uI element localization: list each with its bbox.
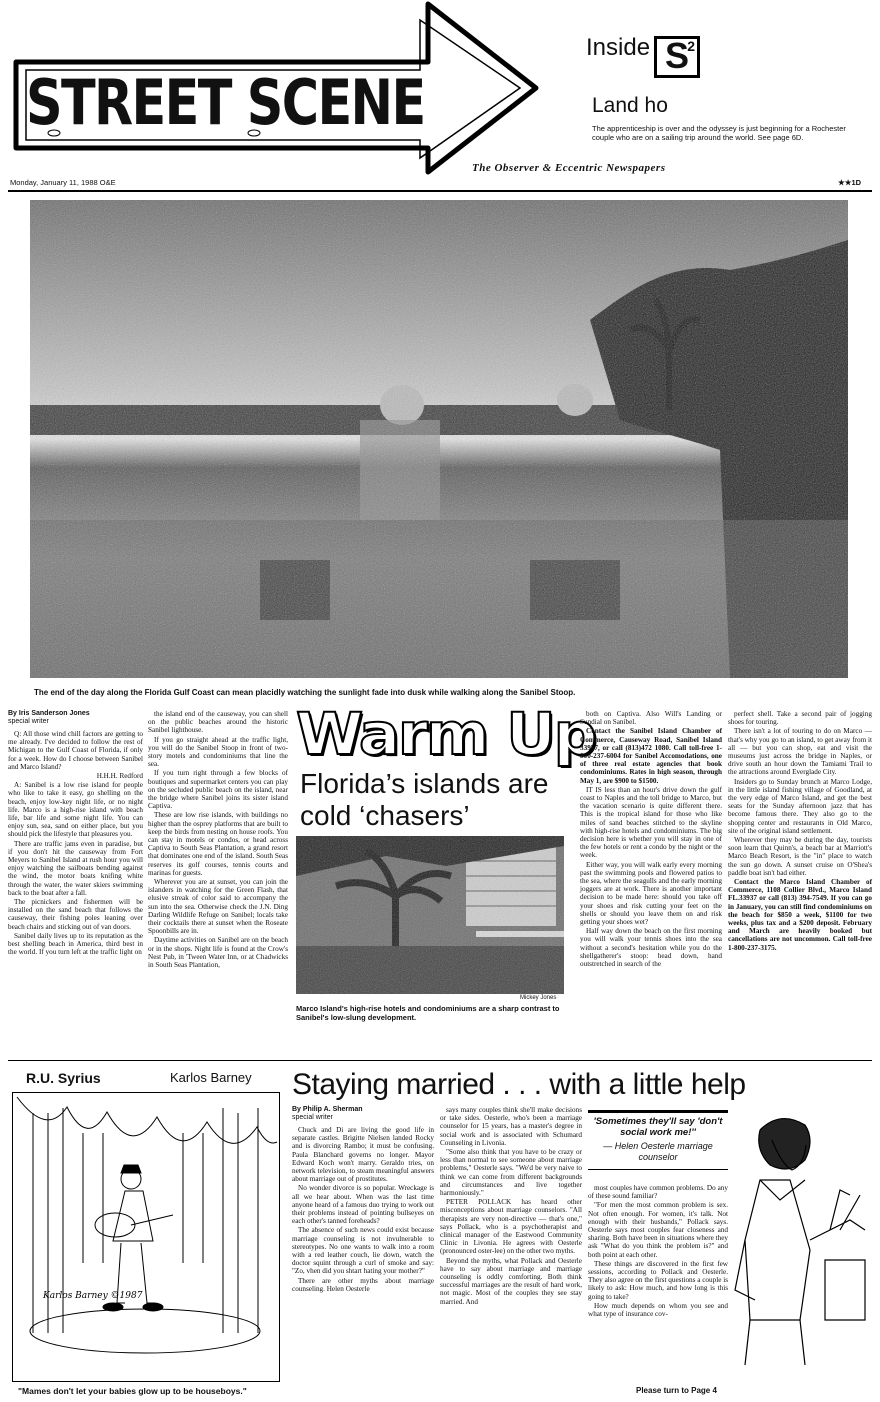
- paragraph: Wherever they may be during the day, tourists soon learn that Quinn's, a beach bar at Marriott's Marco Beach Resort, is the "in" place to watch the sun go down. A sunset cruise on O'Shea's paddle boat isn't bad either.: [728, 836, 872, 877]
- counselor-drawing: [730, 1110, 872, 1372]
- section-badge-number: 2: [687, 38, 695, 54]
- article-column-1: [292, 1106, 434, 1294]
- section-badge: [654, 36, 700, 78]
- comic-title: R.U. Syrius: [26, 1070, 101, 1086]
- comic-panel: [12, 1092, 280, 1382]
- paragraph: Half way down the beach on the first morning you will walk your tennis shoes into the sea without a second's hesitation while you do the shellgatherer's stoop: head down, hand outstretched in search of the: [580, 927, 722, 969]
- comic-author: Karlos Barney: [170, 1070, 252, 1085]
- paragraph: Insiders go to Sunday brunch at Marco Lodge, in the little island fishing village of Goodland, at the very edge of Marco Island, and get the best seats for the Sunday afternoon jazz that has become famous there. They also go to the shopping center and restaurants in Old Marco, site of the original island settlement.: [728, 777, 872, 835]
- paragraph: Either way, you will walk early every morning past the swimming pools and flowered patios to the sea, where the seagulls and the early morning joggers are at work. There is another important decision to be made here: should you take off your shoes and risk cutting your feet on the shells or should you leave them on and risk getting your shoes wet?: [580, 860, 722, 927]
- teaser-text: The apprenticeship is over and the odyssey is just beginning for a Rochester couple who are on a sailing trip around the world. See page 6D.: [592, 124, 846, 142]
- paragraph: PETER POLLACK has heard other misconceptions about marriage counselors. "All therapists are very non-directive — that's one," says Pollack, who is a psychotherapist and clinical manager of the Eastwood Community Clinic in Livonia. He agrees with Oesterle (pronounced oster-lee) on the other two myths.: [440, 1198, 582, 1256]
- letter-signature: H.H.H. Redford: [96, 772, 143, 781]
- paragraph: the island end of the causeway, you can shell on the public beaches around the historic Sanibel lighthouse.: [148, 710, 288, 735]
- paragraph: Contact the Sanibel Island Chamber of Commerce, Causeway Road, Sanibel Island 33957, or call (813)472 1080. Call toll-free 1-800-237-6004 for Sanibel Accomodations, one of three real estate agencies that book condominiums. Rates in high season, through May 1, are $900 to $1500.: [580, 727, 722, 785]
- photo-caption: The end of the day along the Florida Gulf Coast can mean placidly watching the sunlight fade into dusk while walking along the Sanibel Stoop.: [34, 688, 576, 697]
- paragraph: IT IS less than an hour's drive down the gulf coast to Naples and the toll bridge to Marco, but the vacation scenario is quite different there. This is the tropical island for those who like miles of sand beaches stitched to the skyline with high-rise hotels and condominiums. The big decision here is whether you will stay in one of the few hotels or rent a condo by the night or the week.: [580, 785, 722, 860]
- counselor-illustration: [730, 1110, 872, 1372]
- paragraph: How much depends on whom you see and what type of insurance cov-: [588, 1301, 728, 1319]
- article-column-3: [588, 1184, 728, 1319]
- article-headline: Warm Up: [296, 700, 596, 768]
- paragraph: says many couples think she'll make decisions or take sides. Oesterle, who's been a marriage counselor for 15 years, has a master's degree in social work and is associated with Schumard Counseling in Livonia.: [440, 1106, 582, 1147]
- byline-role: special writer: [292, 1114, 333, 1121]
- paragraph: Wherever you are at sunset, you can join the islanders in watching for the Green Flash, that elusive streak of color said to accompany the sun into the sea. Otherwise check the J.N. Ding Darling Wildlife Refuge on Sanibel; locals take their cocktails there at sunset when the Roseate Spoonbills are in.: [148, 878, 288, 936]
- article-deck: Florida’s islands are cold ‘chasers’: [300, 768, 549, 831]
- paragraph: Chuck and Di are living the good life in separate castles. Brigitte Nielsen landed Rocky and is divorcing Rambo; it must be confusing. Paula Blanchard governs no longer. Mayor Edward Koch won't marry. Geraldo tries, on network television, to steam meaningful answers about marriage out of prostitutes.: [292, 1126, 434, 1184]
- byline: By Philip A. Sherman: [292, 1106, 363, 1113]
- paragraph: The absence of such news could exist because marriage counseling is not invulnerable to stereotypes. No one wants to walk into a room with a red leather couch, lie down, watch the doctor squint through a curl of smoke and say: "Zo, vhen did you shtart hating your mother?": [292, 1226, 434, 1276]
- pull-quote: [588, 1110, 728, 1170]
- paragraph: most couples have common problems. Do any of these sound familiar?: [588, 1184, 728, 1201]
- paragraph: No wonder divorce is so popular. Wreckage is all we hear about. When was the last time anyone heard of a famous duo trying to work out their problems instead of pointing bullseyes on each other's tanned foreheads?: [292, 1184, 434, 1226]
- comic-drawing: [13, 1093, 280, 1382]
- pull-quote-attribution: — Helen Oesterle marriage counselor: [603, 1141, 713, 1162]
- byline-role: special writer: [8, 718, 49, 725]
- photo-caption: Marco Island's high-rise hotels and condominiums are a sharp contrast to Sanibel's low-slung development.: [296, 1004, 560, 1022]
- section-badge-letter: S: [664, 35, 689, 76]
- marco-island-photo: [296, 836, 564, 994]
- paragraph: "For men the most common problem is sex. Not often enough. For women, it's talk. Not enough with their husbands," Pollack says. Oesterle says most couples fear closeness and sharing. Both have been in situations where they ask "What do you think the problem is?" and both point at each other.: [588, 1201, 728, 1259]
- paragraph: There are other myths about marriage counseling. Helen Oesterle: [292, 1276, 434, 1293]
- section-rule: [8, 1060, 872, 1061]
- article-column-3: [580, 710, 722, 969]
- comic-signature: Karlos Barney ©1987: [43, 1291, 143, 1301]
- paragraph: A: Sanibel is a low rise island for people who like to take it easy, go shelling on the beach, enjoy low-key night life, or no night life. Marco is a high-rise island with beach life, bar life and some night life. You can enjoy sun, sea, sand on either place, but you should pick the lifestyle that pleasures you.: [8, 781, 143, 839]
- article-column-1: [8, 710, 143, 957]
- paragraph: Contact the Marco Island Chamber of Commerce, 1108 Collier Blvd., Marco Island FL.33937 or call (813) 394-7549. If you can go in January, you can still find condominiums on the beach for $850 a week, $1100 for two weeks, plus tax and a $200 deposit. February and March are heavily booked but cancellations are not uncommon. Call toll-free 1-800-237-3175.: [728, 878, 872, 952]
- page-code: ★★1D: [838, 178, 862, 187]
- dateline: Monday, January 11, 1988 O&E: [10, 178, 116, 187]
- paragraph: "Some also think that you have to be crazy or less than normal to see someone about marriage problems," Oesterle says. "We'd be very naive to think we can come from different backgrounds and circumstances and live together harmoniously.": [440, 1148, 582, 1198]
- paragraph: Sanibel daily lives up to its reputation as the best shelling beach in America, third best in the world. If you turn left at the traffic light on: [8, 931, 143, 957]
- comic-caption: "Mames don't let your babies glow up to be houseboys.": [18, 1386, 247, 1396]
- section-title: STREET SCENE: [26, 66, 425, 139]
- paragraph: If you go straight ahead at the traffic light, you will do the Sanibel Stoop in front of two-story motels and condominiums that line the sea.: [148, 735, 288, 769]
- paragraph: These things are discovered in the first few sessions, according to Pollack and Oesterle. They also agree on the first questions a couple is likely to ask: How much, and how long is this going to take?: [588, 1259, 728, 1301]
- newspaper-name: The Observer & Eccentric Newspapers: [472, 162, 666, 174]
- paragraph: There are traffic jams even in paradise, but if you don't hit the causeway from Fort Meyers to Sanibel Island at rush hour you will enjoy watching the sailboats bending against the wind, the motor boats knifing white through the water, the water skiers swimming back to the boat after a fall.: [8, 839, 143, 897]
- teaser-headline: Land ho: [592, 94, 668, 117]
- paragraph: If you turn right through a few blocks of boutiques and supermarket centers you can play on the secluded public beach on the island, near the bridge where Sanibel joins its sister island Captiva.: [148, 769, 288, 811]
- paragraph: perfect shell. Take a second pair of jogging shoes for touring.: [728, 710, 872, 727]
- paragraph: There isn't a lot of touring to do on Marco — that's why you go to an island, to get away from it all — but you can shop, eat and visit the museums just across the bridge in Naples, or drive south an hour down the Tamiami Trail to the attractions around Everglade City.: [728, 727, 872, 777]
- byline: By Iris Sanderson Jones: [8, 710, 90, 717]
- article-headline: Staying married . . . with a little help: [292, 1068, 746, 1101]
- inside-label: Inside: [586, 34, 651, 61]
- photo-credit: Mickey Jones: [520, 995, 557, 1001]
- article-column-4: [728, 710, 872, 953]
- beach-sunset-photo: [30, 200, 848, 678]
- pull-quote-text: 'Sometimes they'll say 'don't social work me!'': [593, 1116, 723, 1138]
- article-column-2: [440, 1106, 582, 1307]
- paragraph: both on Captiva. Also Will's Landing or Sundial on Sanibel.: [580, 710, 722, 727]
- marco-island-image: [296, 836, 564, 994]
- beach-sunset-image: [30, 200, 848, 678]
- masthead: [8, 0, 880, 178]
- paragraph: Q: All those wind chill factors are getting to me already. I've decided to follow the rest of Michigan to the Gulf Coast of Florida, if only for a week. How do I choose between Sanibel and Marco Island?: [8, 730, 143, 771]
- paragraph: Daytime activities on Sanibel are on the beach or in the shops. Night life is found at the Crow's Nest Pub, in 'Tween Water Inn, or at Chadwicks in South Seas Plantation,: [148, 936, 288, 970]
- paragraph: Beyond the myths, what Pollack and Oesterle have to say about marriage and marriage counseling is oddly comforting. Both think successful marriages are the result of hard work, not magic. Most of the couples they see stay married. And: [440, 1256, 582, 1306]
- article-column-2: [148, 710, 288, 970]
- top-rule: [8, 190, 872, 192]
- continued-notice: Please turn to Page 4: [636, 1386, 717, 1395]
- paragraph: These are low rise islands, with buildings no higher than the osprey platforms that are built to keep the birds from nesting on house roofs. You can stay in motels or condos, or head across Captiva to South Seas Plantation, a grand resort that dominates one end of the island. South Seas reserves its golf courses, tennis courts and marinas for guests.: [148, 811, 288, 877]
- paragraph: The picnickers and fishermen will be installed on the sand beach that follows the causeway, their fishing poles leaning over beach chairs and sticking out of van doors.: [8, 898, 143, 931]
